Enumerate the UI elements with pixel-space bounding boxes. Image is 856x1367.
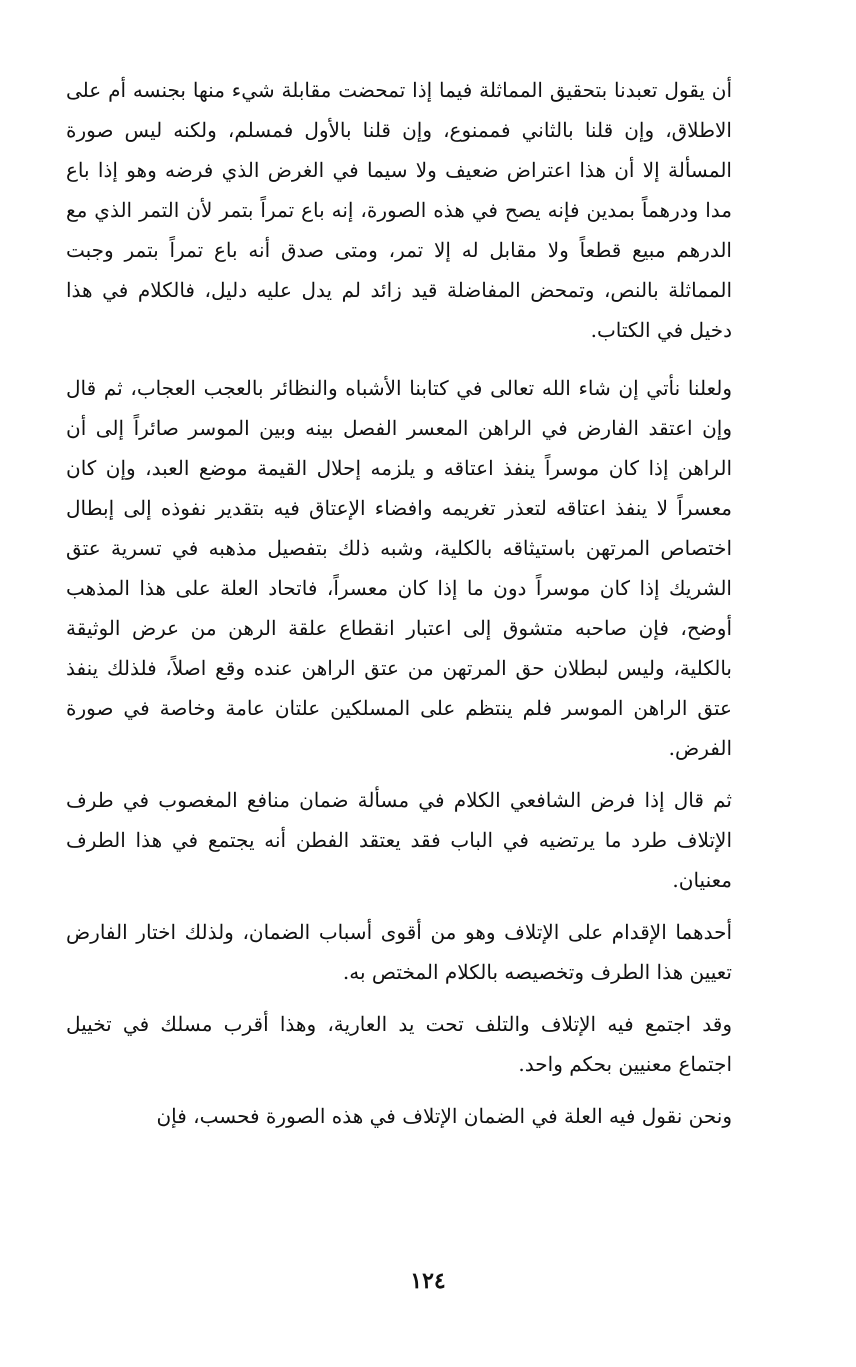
paragraph-6: ونحن نقول فيه العلة في الضمان الإتلاف في هذه الصورة فحسب، فإن bbox=[156, 1104, 732, 1128]
paragraph-1: أن يقول تعبدنا بتحقيق المماثلة فيما إذا تمحضت مقابلة شيء منها بجنسه أم على الاطلاق، وإن قلنا بالثاني فممنوع، وإن قلنا بالأول فمسلم، ولكنه ليس صورة المسألة إلا أن هذا اعتراض ضعيف ولا سيما في الغرض الذي فرضه وهو إذا باع مدا ودرهماً بمدين فإنه يصح في هذه الصورة، إنه باع تمراً بتمر لأن التمر الذي مع الدرهم مبيع قطعاً ولا مقابل له إلا تمر، ومتى صدق أنه باع تمراً بتمر وجبت المماثلة بالنص، وتمحض المفاضلة قيد زائد لم يدل عليه دليل، فالكلام في هذا دخيل في الكتاب. bbox=[66, 78, 732, 342]
paragraph-5: وقد اجتمع فيه الإتلاف والتلف تحت يد العارية، وهذا أقرب مسلك في تخييل اجتماع معنيين بحكم واحد. bbox=[66, 1012, 732, 1076]
paragraph-3: ثم قال إذا فرض الشافعي الكلام في مسألة ضمان منافع المغصوب في طرف الإتلاف طرد ما يرتضيه في الباب فقد يعتقد الفطن أنه يجتمع في هذا الطرف معنيان. bbox=[66, 788, 732, 892]
page-number: ١٢٤ bbox=[410, 1268, 446, 1294]
paragraph-2: ولعلنا نأتي إن شاء الله تعالى في كتابنا الأشباه والنظائر بالعجب العجاب، ثم قال وإن اعتقد الفارض في الراهن المعسر الفصل بينه وبين الموسر صائراً إلى أن الراهن إذا كان موسراً ينفذ اعتاقه و يلزمه إحلال القيمة موضع العبد، وإن كان معسراً لا ينفذ اعتاقه لتعذر تغريمه وافضاء الإعتاق فيه بتقدير نفوذه إلى إبطال اختصاص المرتهن باستيثاقه بالكلية، وشبه ذلك بتفصيل مذهبه في تسرية عتق الشريك إذا كان موسراً دون ما إذا كان معسراً، فاتحاد العلة على هذا المذهب أوضح، فإن صاحبه متشوق إلى اعتبار انقطاع علقة الرهن من عرض الوثيقة بالكلية، وليس لبطلان حق المرتهن من عتق الراهن عنده وقع اصلاً، فلذلك ينفذ عتق الراهن الموسر فلم ينتظم على المسلكين علتان عامة وخاصة في صورة الفرض. bbox=[66, 376, 732, 760]
page-body bbox=[66, 70, 732, 1136]
paragraph-4: أحدهما الإقدام على الإتلاف وهو من أقوى أسباب الضمان، ولذلك اختار الفارض تعيين هذا الطرف وتخصيصه بالكلام المختص به. bbox=[66, 920, 732, 984]
